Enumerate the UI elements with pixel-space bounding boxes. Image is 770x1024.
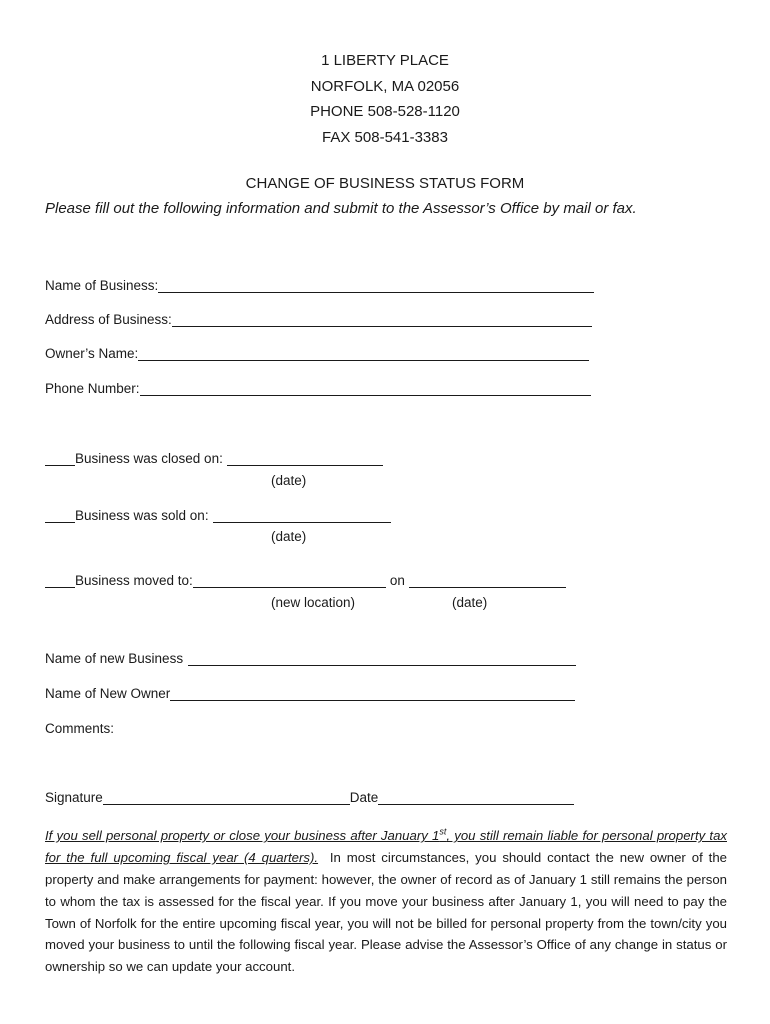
phone-number-label: Phone Number: xyxy=(45,381,140,396)
owners-name-row xyxy=(45,346,589,361)
liability-notice xyxy=(45,822,727,978)
phone-number-field[interactable] xyxy=(140,381,591,396)
signature-date-field[interactable] xyxy=(378,790,574,805)
office-phone: PHONE 508-528-1120 xyxy=(310,103,460,120)
comments-row xyxy=(45,721,114,736)
office-fax: FAX 508-541-3383 xyxy=(322,128,448,146)
business-closed-date-field[interactable] xyxy=(227,451,383,466)
office-city: NORFOLK, MA 02056 xyxy=(310,77,460,95)
business-moved-location-field[interactable] xyxy=(193,573,386,588)
business-closed-row xyxy=(45,451,383,466)
new-owner-label: Name of New Owner xyxy=(45,686,171,701)
business-moved-date-field[interactable] xyxy=(409,573,566,588)
address-of-business-field[interactable] xyxy=(172,312,592,327)
phone-number-row xyxy=(45,381,591,396)
name-of-business-row xyxy=(45,278,594,293)
signature-row xyxy=(45,790,574,805)
new-owner-field[interactable] xyxy=(170,686,575,701)
new-owner-row xyxy=(45,686,575,701)
signature-field[interactable] xyxy=(103,790,350,805)
sold-date-hint: (date) xyxy=(271,529,307,544)
owners-name-field[interactable] xyxy=(138,346,589,361)
notice-emphasis: If you sell personal property or close your business after January 1st, you still remain liable for personal property tax for the full upcoming fiscal year (4 quarters). xyxy=(45,827,727,866)
moved-date-hint: (date) xyxy=(452,595,488,610)
business-closed-label: Business was closed on: xyxy=(75,451,223,466)
office-header xyxy=(0,48,770,150)
owners-name-label: Owner’s Name: xyxy=(45,346,139,361)
new-business-label: Name of new Business xyxy=(45,651,184,666)
name-of-business-field[interactable] xyxy=(158,278,594,293)
business-closed-check[interactable] xyxy=(45,451,75,466)
new-location-hint: (new location) xyxy=(271,595,356,610)
office-address: 1 LIBERTY PLACE xyxy=(321,52,449,69)
form-instructions: Please fill out the following information and submit to the Assessor’s Office by mail or fax. xyxy=(45,200,637,217)
comments-label[interactable]: Comments: xyxy=(45,721,115,736)
signature-label: Signature xyxy=(45,790,103,805)
address-of-business-label: Address of Business: xyxy=(45,312,172,327)
moved-on-label: on xyxy=(389,573,405,588)
signature-date-label: Date xyxy=(349,790,379,805)
notice-body: In most circumstances, you should contact the new owner of the property and make arrangements for payment: however, the owner of record as of January 1 still remains the person to whom the tax is assessed for the fiscal year. If you move your business after January 1, you will need to pay the Town of Norfolk for the entire upcoming fiscal year, you will not be billed for personal property from the town/city you moved your business to until the following fiscal year. Please advise the Assessor’s Office of any change in status or ownership so we can update your account. xyxy=(45,850,727,975)
business-moved-row xyxy=(45,573,566,588)
closed-date-hint: (date) xyxy=(271,473,307,488)
form-title: CHANGE OF BUSINESS STATUS FORM xyxy=(245,175,525,192)
new-business-field[interactable] xyxy=(188,651,576,666)
business-moved-label: Business moved to: xyxy=(75,573,193,588)
name-of-business-label: Name of Business: xyxy=(45,278,159,293)
business-moved-check[interactable] xyxy=(45,573,75,588)
business-sold-label: Business was sold on: xyxy=(75,508,209,523)
new-business-row xyxy=(45,651,576,666)
business-sold-date-field[interactable] xyxy=(213,508,391,523)
address-of-business-row xyxy=(45,312,592,327)
business-sold-check[interactable] xyxy=(45,508,75,523)
business-sold-row xyxy=(45,508,391,523)
